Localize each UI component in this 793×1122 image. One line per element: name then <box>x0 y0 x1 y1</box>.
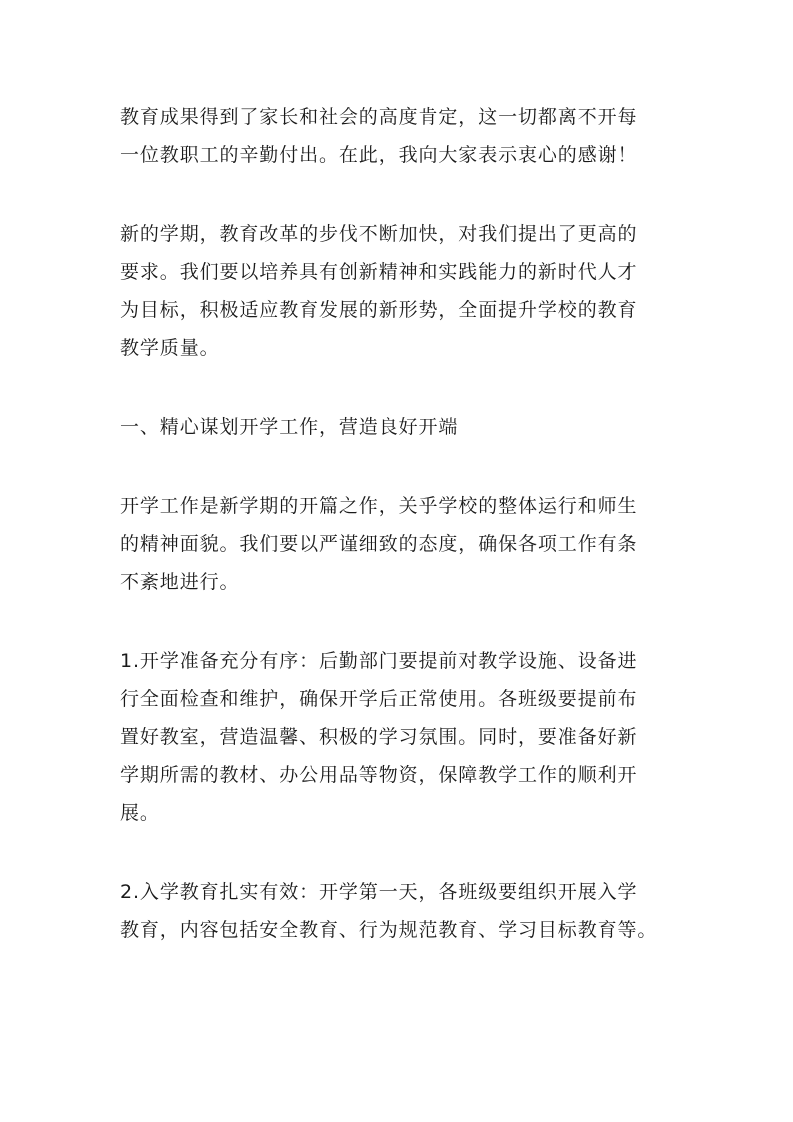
text-line: 的精神面貌。我们要以严谨细致的态度，确保各项工作有条 <box>120 533 638 555</box>
text-line: 开学工作是新学期的开篇之作，关乎学校的整体运行和师生 <box>120 495 638 517</box>
paragraph-opening-work <box>120 487 680 601</box>
paragraph-new-semester <box>120 215 680 367</box>
text-line: 教学质量。 <box>120 337 220 359</box>
text-line: 展。 <box>120 802 160 824</box>
text-line: 置好教室，营造温馨、积极的学习氛围。同时，要准备好新 <box>120 726 638 748</box>
text-line: 1.开学准备充分有序：后勤部门要提前对教学设施、设备进 <box>120 650 638 672</box>
text-line: 不紊地进行。 <box>120 571 240 593</box>
text-line: 教育成果得到了家长和社会的高度肯定，这一切都离不开每 <box>120 106 638 128</box>
heading-line: 一、精心谋划开学工作，营造良好开端 <box>120 416 459 438</box>
document-body <box>120 98 680 990</box>
text-line: 教育，内容包括安全教育、行为规范教育、学习目标教育等。 <box>120 919 658 941</box>
text-line: 为目标，积极适应教育发展的新形势，全面提升学校的教育 <box>120 299 638 321</box>
text-line: 新的学期，教育改革的步伐不断加快，对我们提出了更高的 <box>120 223 638 245</box>
text-line: 行全面检查和维护，确保开学后正常使用。各班级要提前布 <box>120 688 638 710</box>
paragraph-gratitude <box>120 98 680 174</box>
text-line: 一位教职工的辛勤付出。在此，我向大家表示衷心的感谢！ <box>120 144 638 166</box>
text-line: 要求。我们要以培养具有创新精神和实践能力的新时代人才 <box>120 261 638 283</box>
section-heading <box>120 408 680 446</box>
paragraph-item-2 <box>120 873 680 949</box>
text-line: 2.入学教育扎实有效：开学第一天，各班级要组织开展入学 <box>120 881 638 903</box>
paragraph-item-1 <box>120 642 680 832</box>
text-line: 学期所需的教材、办公用品等物资，保障教学工作的顺利开 <box>120 764 638 786</box>
